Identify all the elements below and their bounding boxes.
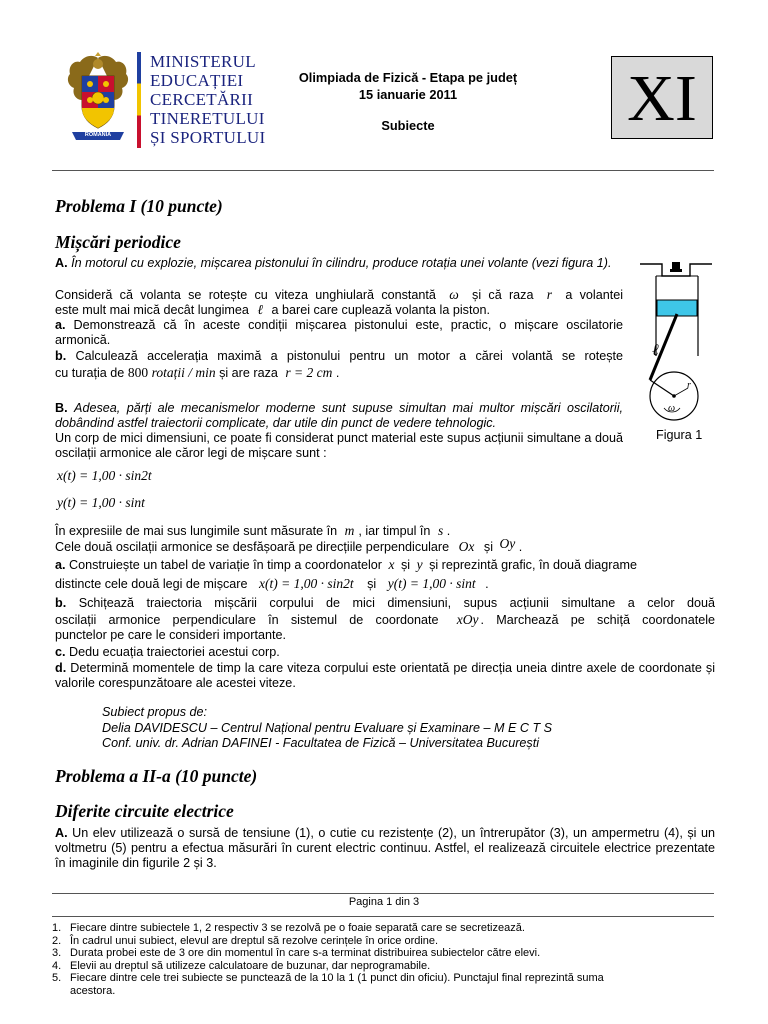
problem-1-Bb [55,596,715,611]
text: și are raza [219,366,278,380]
rpm-units: rotații / min [151,365,216,380]
rule-text: Elevii au dreptul să utilizeze calculatoare de buzunar, dar neprogramabile. [70,959,431,972]
credit-author-2: Conf. univ. dr. Adrian DAFINEI - Facultatea de Fizică – Universitatea București [102,736,539,750]
grade-label: XI [627,62,697,135]
ministry-line: TINERETULUI [150,109,265,128]
rule-text: Fiecare dintre subiectele 1, 2 respectiv 3 se rezolvă pe o foaie separată care se secretizează. [70,922,525,934]
text: Consideră că volanta se rotește cu viteza unghiulară constantă [55,288,436,302]
rule-text: Durata probei este de 3 ore din momentul în care s-a terminat distribuirea subiectelor către elevi. [70,947,541,960]
credit-author-1: Delia DAVIDESCU – Centrul Național pentru Evaluare și Examinare – M E C T S [102,720,553,735]
figure-1-caption: Figura 1 [656,428,703,442]
page-number: Pagina 1 din 3 [348,896,420,908]
text: . [518,540,523,554]
part-label: A. [55,826,68,840]
radius-value: r = 2 cm [285,365,333,380]
title-date: 15 ianuarie 2011 [358,87,458,102]
ell-symbol: ℓ [257,302,264,317]
axis-ox: Ox [458,539,475,554]
problem-1-Ba [55,557,715,573]
part-label: b. [55,349,67,363]
text: . [485,577,489,591]
inline-eq-y: y(t) = 1,00 · sint [387,576,476,591]
rule-text: Fiecare dintre cele trei subiecte se punctează de la 10 la 1 (1 punct din oficiu). Punctajul final reprezintă suma [70,972,604,985]
part-text: Adesea, părți ale mecanismelor moderne sunt supuse simultan mai multor mișcări oscilatorii, dobândind astfel traiectorii complicate, dar utile din punct de vedere tehnologic. [55,401,623,430]
footer-divider [52,893,714,894]
problem-1-A-line3 [55,302,623,318]
var-y: y [416,557,423,572]
unit-m: m [344,523,355,538]
part-label: a. [55,558,66,572]
rule-number: 4. [52,959,62,972]
grade-box [611,56,713,139]
olympiad-title [290,69,526,134]
ministry-line: MINISTERUL [150,52,256,71]
footer-divider-2 [52,916,714,917]
problem-1-Bc [55,645,715,660]
rule-text: În cadrul unui subiect, elevul are dreptul să rezolve cerințele în orice ordine. [70,934,439,947]
text: Cele două oscilații armonice se desfășoară pe direcțiile perpendiculare [55,540,450,554]
text: Schițează traiectoria mișcării corpului de mici dimensiuni, supus acțiunii simultane a celor două [78,596,716,610]
text: oscilații armonice perpendiculare în sistemul de coordonate [55,613,439,627]
text: și reprezintă grafic, în două diagrame [429,558,637,572]
part-label: a. [55,318,66,332]
equation-y: y(t) = 1,00 · sint [57,495,145,510]
part-label: A. [55,256,68,270]
engine-piston-diagram [636,256,718,426]
problem-1-heading: Problema I (10 puncte) [55,196,223,216]
ministry-crest [64,52,132,144]
equation-x: x(t) = 1,00 · sin2t [57,468,152,483]
rule-item [52,972,716,985]
text: În expresiile de mai sus lungimile sunt măsurate în [55,524,338,538]
title-line: Olimpiada de Fizică - Etapa pe județ [298,70,518,85]
text: este mult mai mică decât lungimea [55,303,249,317]
rule-text: acestora. [70,984,116,997]
text: Construiește un tabel de variație în timp a coordonatelor [69,558,382,572]
rule-number: 2. [52,934,62,947]
text: și [367,577,377,591]
ministry-line: ȘI SPORTULUI [150,128,266,147]
problem-1-Bd [55,661,715,691]
rule-item [52,935,716,948]
axis-oy: Oy [499,536,516,551]
header-divider [52,170,714,171]
text: și că raza [472,288,534,302]
text: Determină momentele de timp la care viteza corpului este orientată pe direcția uneia dintre axele de coordonate și valorile corespunzătoare ale acestei viteze. [55,661,715,690]
part-text: Calculează accelerația maximă a pistonului pentru un motor a cărei volantă se rotește [75,349,624,363]
problem-1-Ba-line2 [55,576,715,592]
text: Dedu ecuația traiectoriei acestui corp. [69,645,280,659]
text: distincte cele două legi de mișcare [55,577,248,591]
inline-eq-x: x(t) = 1,00 · sin2t [259,576,354,591]
problem-1-b-line2 [55,365,623,381]
credits [102,705,552,752]
exam-rules [52,922,716,998]
figure-r-label: r [687,380,691,391]
text: și [483,540,493,554]
romania-crest-icon [64,52,132,144]
omega-symbol: ω [449,287,459,302]
problem-1-A [55,256,623,271]
r-symbol: r [546,287,553,302]
part-text: Demonstrează că în aceste condiții mișcarea pistonului este, practic, o mișcare oscilatorie armonică. [55,318,623,347]
text: . [335,366,340,380]
part-text: Un elev utilizează o sursă de tensiune (1), o cutie cu rezistențe (2), un întrerupător (3), un ampermetru (4), și un voltmetru (5) pentru a efectua măsurări în curent electric continuu. Astfel, el realizează circuitele electrice prezentate în imaginile din figurile 2 și 3. [55,826,715,870]
title-subject: Subiecte [381,118,435,133]
part-text: În motorul cu explozie, mișcarea pistonului în cilindru, produce rotația unei volante (vezi figura 1). [71,256,612,270]
units-sentence [55,523,715,539]
problem-2-subheading: Diferite circuite electrice [55,801,234,821]
ministry-name [150,52,300,147]
rpm-value: 800 [127,365,149,380]
problem-1-a [55,318,623,348]
text: cu turația de [55,366,125,380]
figure-ell-label: ℓ [652,342,659,359]
ministry-line: EDUCAȚIEI [150,71,244,90]
problem-1-b [55,349,623,364]
figure-omega-label: ω [668,403,676,414]
text: a volantei [565,288,624,302]
rule-item [52,947,716,960]
figure-1 [636,256,718,426]
problem-1-B [55,401,623,431]
directions-sentence [55,536,715,555]
rule-item [52,985,716,998]
part-label: B. [55,401,68,415]
flag-stripe [137,52,141,148]
text: . [446,524,451,538]
text: , iar timpul în [358,524,431,538]
part-label: c. [55,645,66,659]
text: a barei care cuplează volanta la piston. [271,303,490,317]
part-label: b. [55,596,67,610]
problem-1-Bb-line3: punctelor pe care le consideri importante. [55,628,287,642]
ministry-line: CERCETĂRII [150,90,254,109]
problem-1-A-line2 [55,287,623,303]
problem-1-subheading: Mișcări periodice [55,232,181,252]
part-label: d. [55,661,67,675]
system-xoy: xOy [456,612,479,627]
unit-s: s [437,523,444,538]
rule-item [52,922,716,935]
problem-2-heading: Problema a II-a (10 puncte) [55,766,258,786]
var-x: x [388,557,395,572]
text: și [400,558,411,572]
problem-1-Bb-line2 [55,612,715,628]
problem-2-A [55,826,715,871]
rule-item [52,960,716,973]
rule-number: 3. [52,947,62,960]
text: . Marchează pe schiță coordonatele [480,613,716,627]
rule-number: 1. [52,922,62,934]
crest-label: ROMANIA [84,132,112,138]
problem-1-B-body: Un corp de mici dimensiuni, ce poate fi considerat punct material este supus acțiunii simultane a două oscilații armonice ale căror legi de mișcare sunt : [55,431,623,460]
rule-number: 5. [52,972,62,985]
credit-title: Subiect propus de: [102,705,208,719]
